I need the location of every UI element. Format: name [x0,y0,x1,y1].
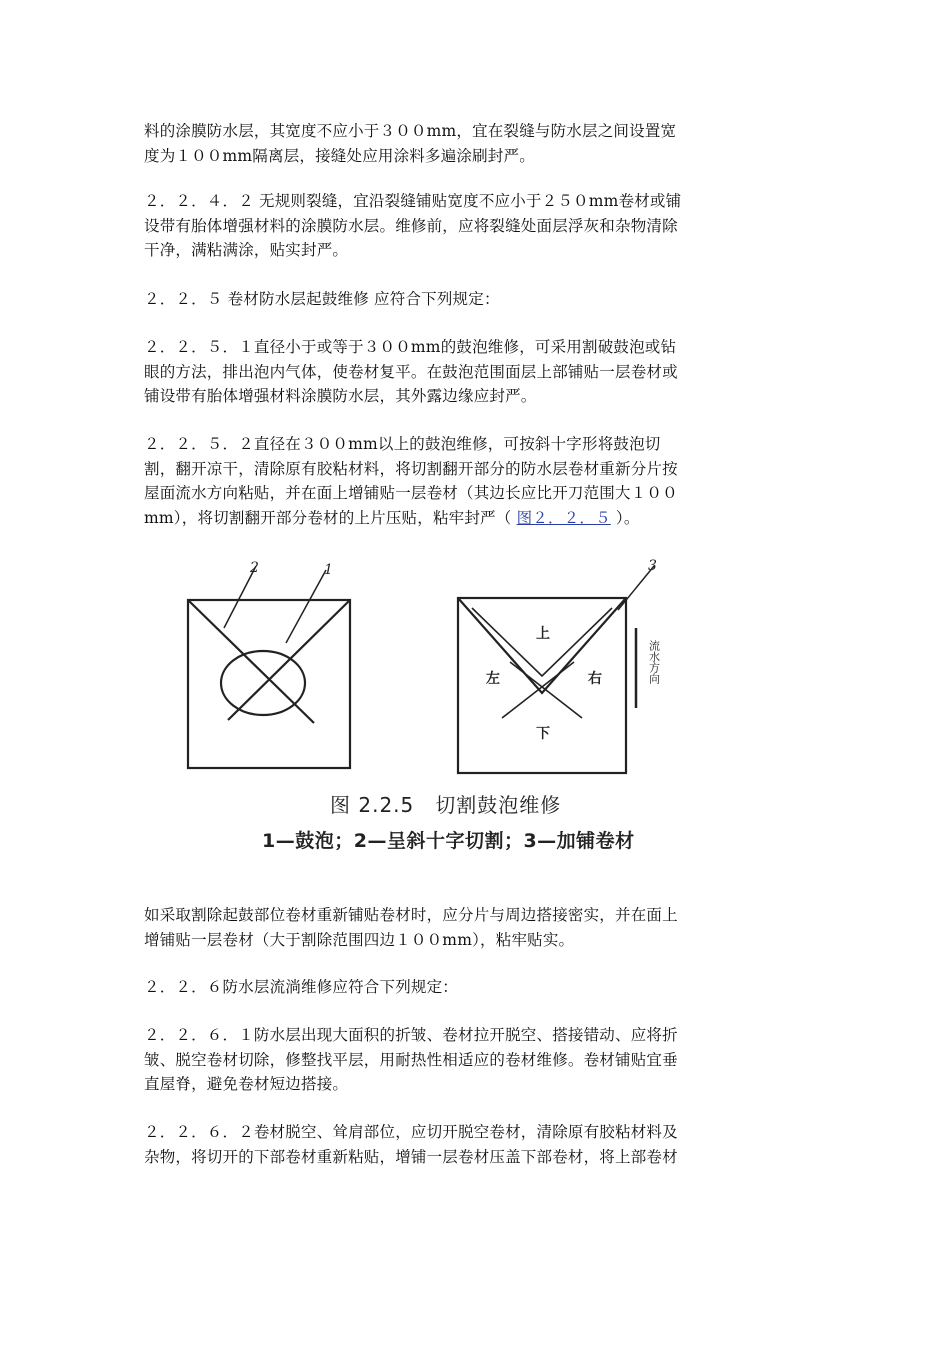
text-line: 增铺贴一层卷材（大于割除范围四边１００mm），粘牢贴实。 [144,930,575,949]
paragraph [144,189,784,263]
figure-reference-link[interactable]: 图２．２．５ [516,508,611,527]
label-2: 2 [250,560,259,576]
figure-caption-title: 图 2.2.5 切割鼓泡维修 [330,793,562,817]
text-line: 铺设带有胎体增强材料涂膜防水层，其外露边缘应封严。 [144,387,537,405]
cut-line-lower [502,662,574,718]
paragraph [144,287,784,312]
text-line: 直屋脊，避免卷材短边搭接。 [144,1075,349,1093]
text-line: 割，翻开凉干，清除原有胶粘材料，将切割翻开部分的防水层卷材重新分片按 [144,459,678,478]
text-line: 屋面流水方向粘贴，并在面上增铺贴一层卷材（其边长应比开刀范围大１００ [144,484,678,502]
text-fragment: mm），将切割翻开部分卷材的上片压贴，粘牢封严（ [144,508,517,527]
figure-caption-legend: 1—鼓泡；2—呈斜十字切割；3—加铺卷材 [262,830,635,852]
text-line: ２．２．４．２ 无规则裂缝，宜沿裂缝铺贴宽度不应小于２５０mm卷材或铺 [144,192,682,210]
text-line [144,506,784,531]
label-left: 左 [486,671,500,687]
label-flow-direction: 流水方向 [647,640,661,684]
cut-line-lower [510,662,582,718]
cut-line [228,600,350,720]
paragraph [144,975,784,1000]
label-right: 右 [588,671,602,687]
text-line: ２．２．６防水层流淌维修应符合下列规定： [144,978,459,996]
text-line: 干净，满粘满涂，贴实封严。 [144,241,349,259]
paragraph [144,335,784,409]
label-down: 下 [536,726,550,742]
paragraph [144,1120,784,1169]
label-1: 1 [324,562,333,578]
paragraph [144,1023,784,1097]
text-line: 杂物，将切开的下部卷材重新粘贴，增铺一层卷材压盖下部卷材，将上部卷材 [144,1147,678,1166]
text-line: 如采取割除起鼓部位卷材重新铺贴卷材时，应分片与周边搭接密实，并在面上 [144,906,678,924]
text-line: 眼的方法，排出泡内气体，使卷材复平。在鼓泡范围面层上部铺贴一层卷材或 [144,362,678,381]
text-fragment: ）。 [610,508,640,527]
label-3: 3 [648,558,657,574]
text-line: 设带有胎体增强材料的涂膜防水层。维修前，应将裂缝处面层浮灰和杂物清除 [144,216,678,235]
bubble-ellipse [221,651,305,715]
text-line: ２．２．５．１直径小于或等于３００mm的鼓泡维修，可采用割破鼓泡或钻 [144,338,677,356]
text-line: ２．２．５ 卷材防水层起鼓维修 应符合下列规定： [144,290,500,308]
text-line: ２．２．６．２卷材脱空、耸肩部位，应切开脱空卷材，清除原有胶粘材料及 [144,1123,678,1141]
text-line: 度为１００mm隔离层，接缝处应用涂料多遍涂刷封严。 [144,146,535,165]
leader-line-1 [286,570,326,643]
text-line: ２．２．５．２直径在３００mm以上的鼓泡维修，可按斜十字形将鼓泡切 [144,435,661,453]
text-line: ２．２．６．１防水层出现大面积的折皱、卷材拉开脱空、搭接错动、应将折 [144,1026,678,1044]
paragraph [144,432,784,530]
paragraph [144,119,784,168]
paragraph [144,903,784,952]
cut-v-inner [472,608,612,676]
text-line: 皱、脱空卷材切除，修整找平层，用耐热性相适应的卷材维修。卷材铺贴宜垂 [144,1050,678,1069]
text-line: 料的涂膜防水层，其宽度不应小于３００mm，宜在裂缝与防水层之间设置宽 [144,122,677,140]
label-up: 上 [536,626,550,642]
